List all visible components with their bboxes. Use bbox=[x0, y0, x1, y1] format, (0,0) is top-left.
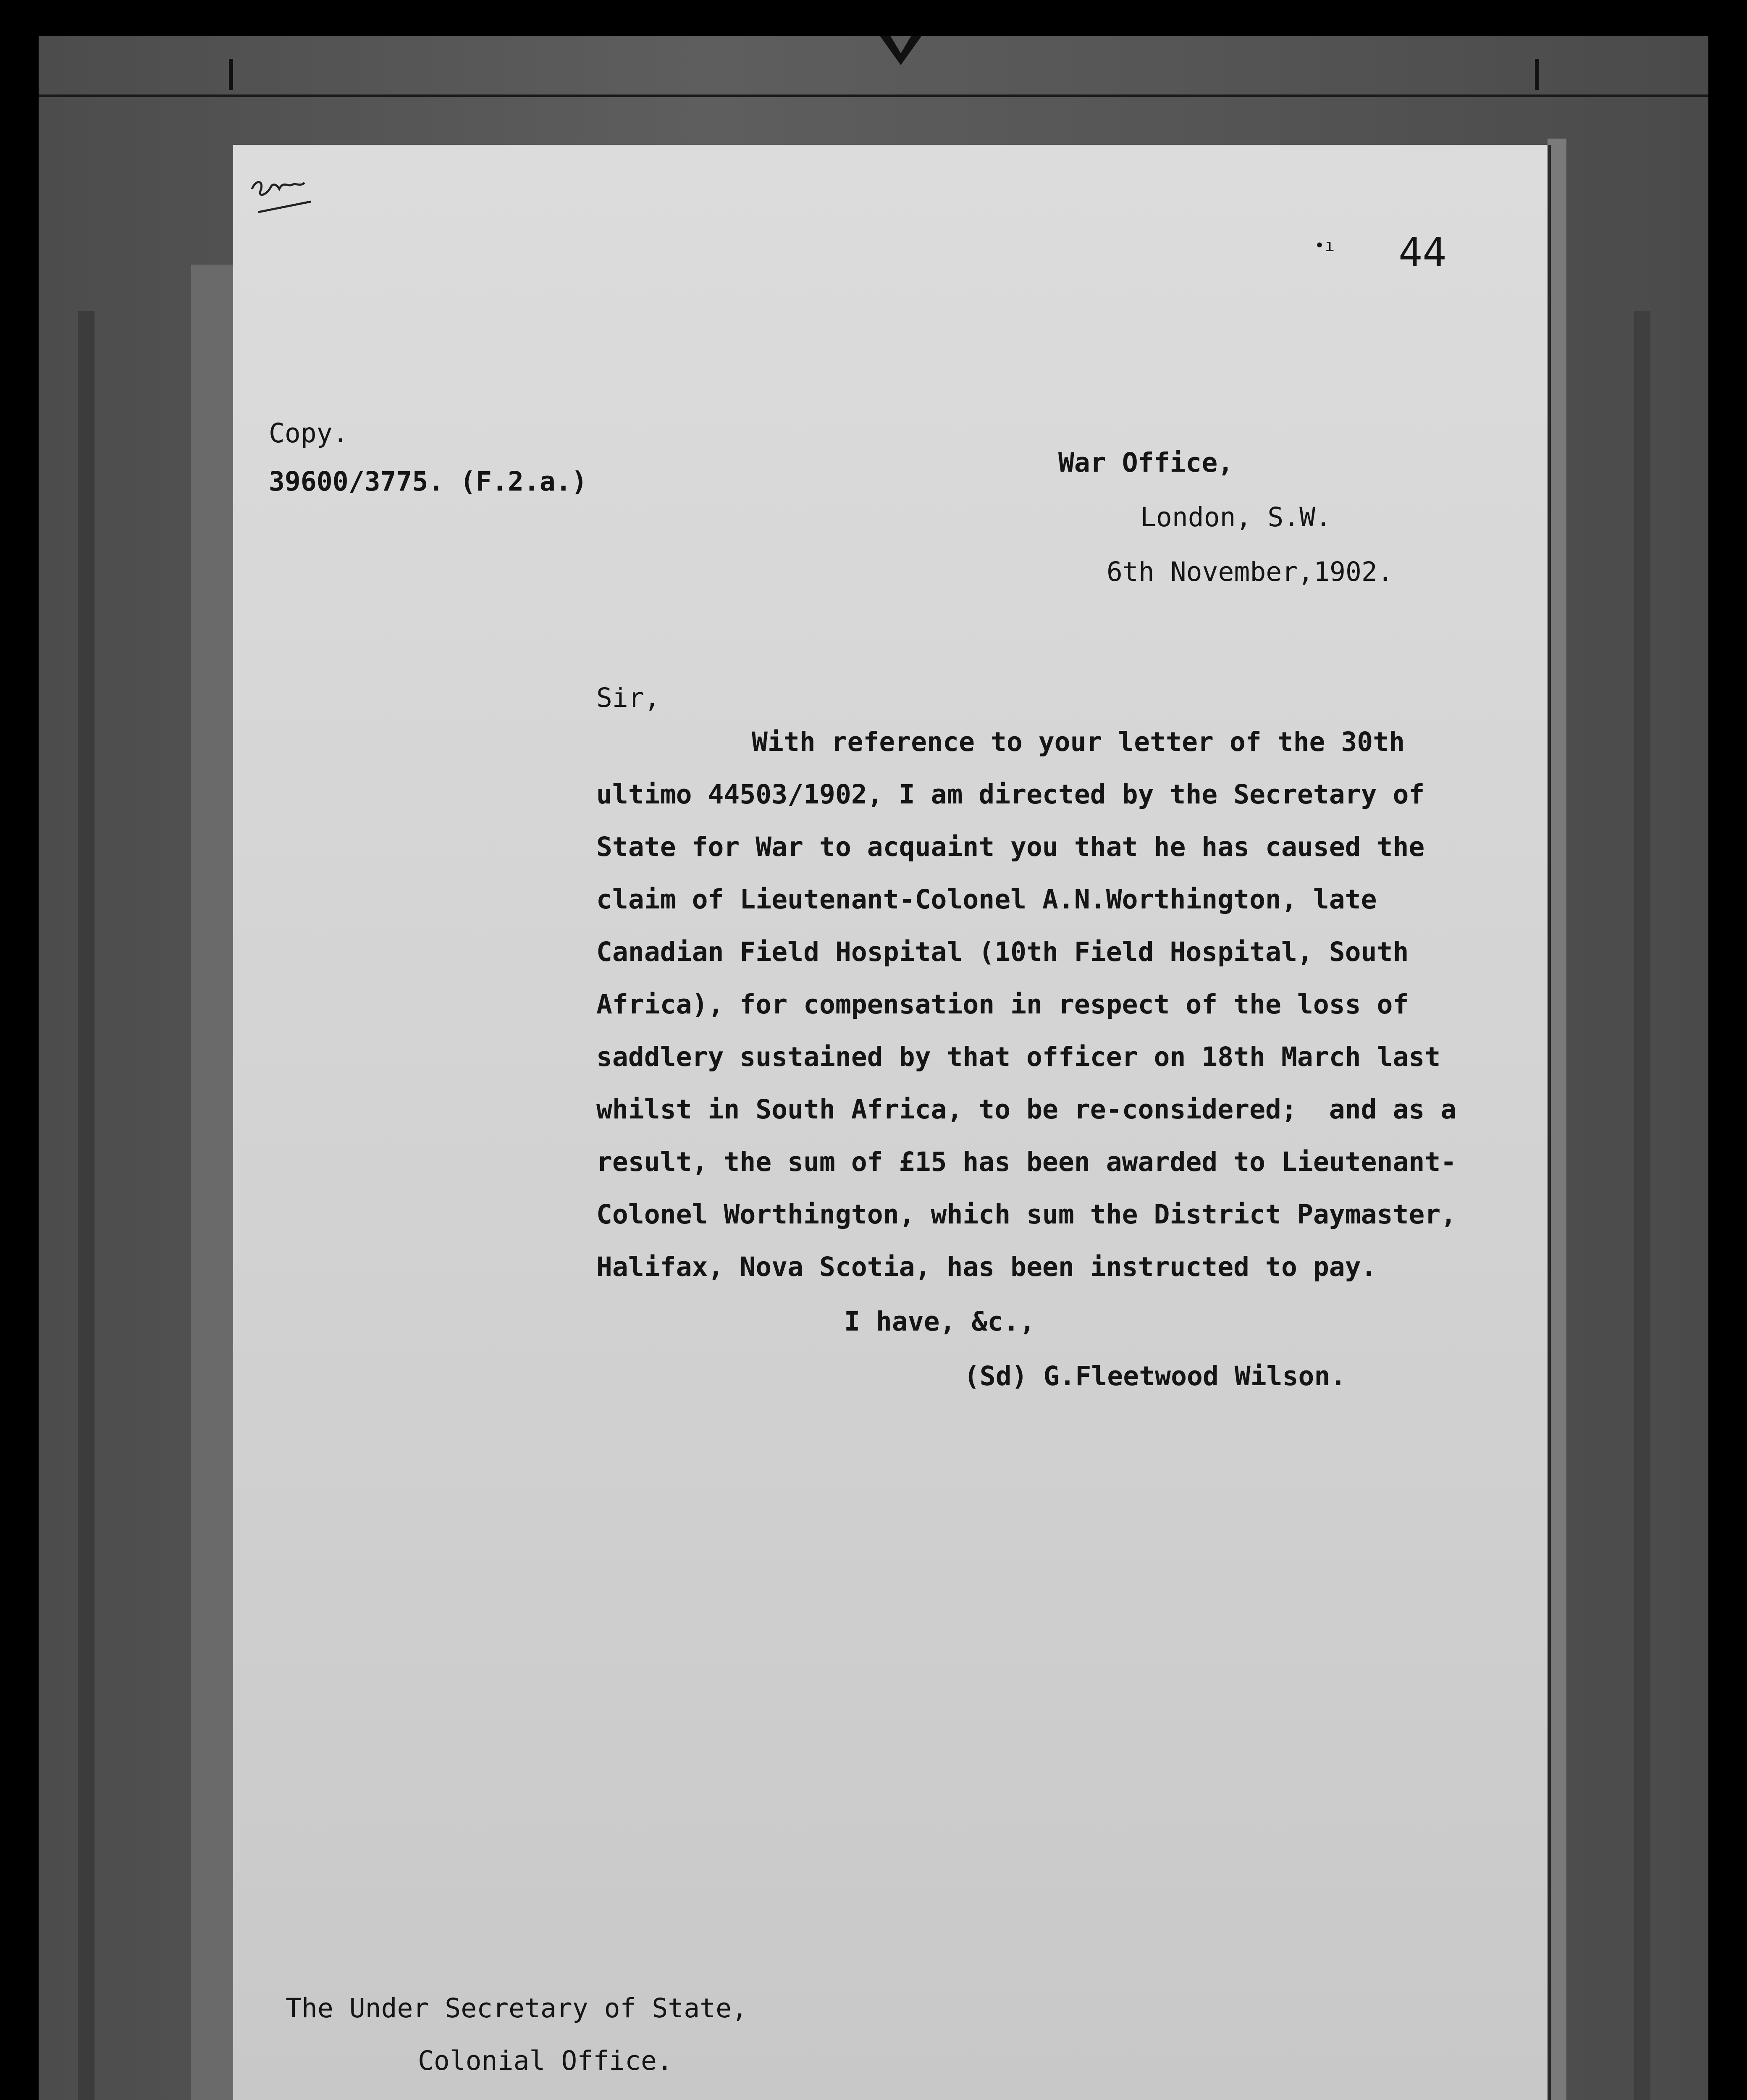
body-line: result, the sum of £15 has been awarded to Lieutenant- bbox=[596, 1147, 1457, 1177]
body-line: ultimo 44503/1902, I am directed by the Secretary of bbox=[596, 779, 1425, 810]
underlying-page-edge bbox=[191, 265, 233, 2100]
frame-top-rule bbox=[39, 94, 1708, 97]
recipient-title: The Under Secretary of State, bbox=[286, 1993, 748, 2024]
sender-city: London, S.W. bbox=[1140, 502, 1332, 533]
folio-mark: •ı bbox=[1314, 236, 1335, 255]
body-line: Halifax, Nova Scotia, has been instructed to pay. bbox=[596, 1252, 1377, 1282]
recipient-office: Colonial Office. bbox=[418, 2045, 673, 2076]
copy-label: Copy. bbox=[269, 418, 349, 449]
body-line: whilst in South Africa, to be re-considered; and as a bbox=[596, 1094, 1457, 1125]
body-line: Africa), for compensation in respect of the loss of bbox=[596, 989, 1409, 1020]
frame-side-strip-left bbox=[78, 311, 94, 2100]
signature: (Sd) G.Fleetwood Wilson. bbox=[964, 1361, 1346, 1391]
body-line: State for War to acquaint you that he has caused the bbox=[596, 832, 1425, 862]
folio-number: 44 bbox=[1398, 230, 1447, 276]
reference-number: 39600/3775. (F.2.a.) bbox=[269, 466, 588, 497]
body-line: Colonel Worthington, which sum the District Paymaster, bbox=[596, 1199, 1457, 1230]
body-line: With reference to your letter of the 30th bbox=[752, 727, 1405, 757]
frame-tick-right bbox=[1535, 59, 1539, 90]
handwritten-annotation-icon bbox=[248, 172, 319, 218]
closing: I have, &c., bbox=[844, 1306, 1036, 1337]
body-line: claim of Lieutenant-Colonel A.N.Worthington, late bbox=[596, 884, 1377, 915]
frame-side-strip-right bbox=[1634, 311, 1650, 2100]
body-line: saddlery sustained by that officer on 18th March last bbox=[596, 1042, 1441, 1072]
body-line: Canadian Field Hospital (10th Field Hospital, South bbox=[596, 937, 1409, 967]
frame-tick-left bbox=[229, 59, 233, 90]
letter-date: 6th November,1902. bbox=[1107, 556, 1393, 587]
paper-edge-shadow bbox=[1548, 139, 1566, 2100]
salutation: Sir, bbox=[596, 682, 660, 713]
sender-office: War Office, bbox=[1058, 447, 1234, 478]
frame-notch-icon bbox=[871, 36, 930, 74]
